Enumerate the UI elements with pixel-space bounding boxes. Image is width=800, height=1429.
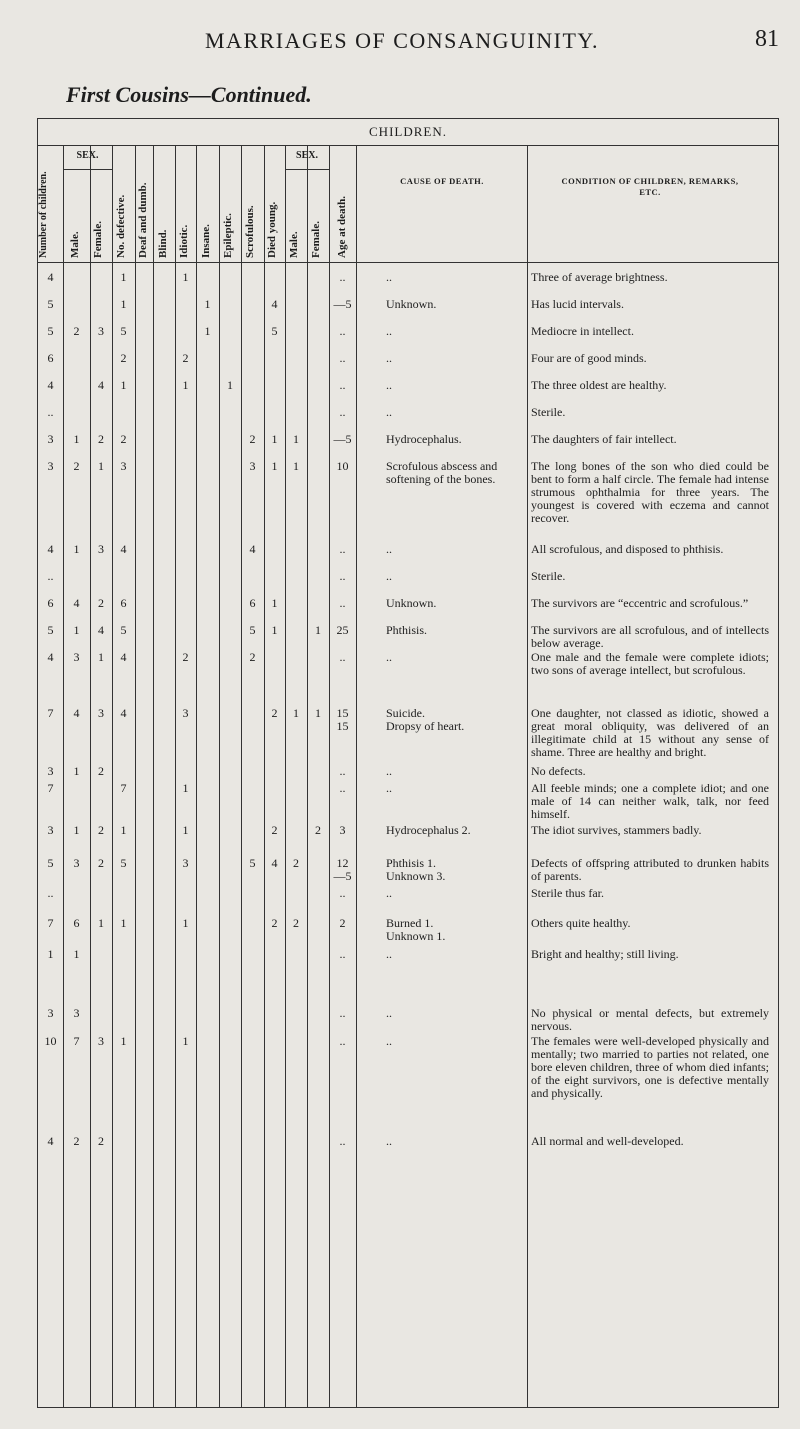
condition-remark: Three of average brightness. — [531, 270, 668, 284]
cell-scrofulous: 2 — [249, 432, 256, 446]
page-header — [0, 22, 800, 62]
cell-defective: 5 — [120, 623, 127, 637]
cell-age: .. — [339, 886, 346, 900]
cell-defective: 4 — [120, 542, 127, 556]
cell-scrofulous: 5 — [249, 623, 256, 637]
cell-female: 1 — [98, 650, 104, 664]
col-cause-of-death: CAUSE OF DEATH. — [400, 176, 484, 186]
cause-of-death: Unknown. — [386, 596, 437, 610]
cause-of-death: .. — [386, 351, 392, 365]
cell-defective: 1 — [120, 378, 127, 392]
cell-dmale: 1 — [293, 459, 299, 473]
column-divider — [135, 146, 136, 1408]
cell-age: .. — [339, 947, 346, 961]
cell-defective: 1 — [120, 297, 127, 311]
column-divider — [527, 146, 528, 1408]
cell-number: 4 — [47, 650, 54, 664]
condition-remark: One daughter, not classed as idiotic, showed a great moral obliquity, was delivered of an illegitimate child at 15 without any sense of shame. Three are healthy and bright. — [531, 706, 769, 759]
cell-number: 3 — [47, 432, 54, 446]
cell-male: 7 — [73, 1034, 80, 1048]
cell-male: 4 — [73, 596, 80, 610]
col-age-at-death: Age at death. — [336, 195, 348, 258]
cell-age: 10 — [336, 459, 349, 473]
cell-age: .. — [339, 351, 346, 365]
cause-of-death: .. — [386, 1134, 392, 1148]
col-sex: SEX. — [76, 150, 99, 161]
cell-female: 2 — [98, 856, 104, 870]
col-blind: Blind. — [157, 229, 169, 258]
cell-age: .. — [339, 596, 346, 610]
cell-died: 4 — [271, 856, 278, 870]
cell-age: .. — [339, 270, 346, 284]
cause-of-death: .. — [386, 764, 392, 778]
cell-idiotic: 3 — [182, 856, 189, 870]
cell-female: 3 — [98, 324, 104, 338]
condition-remark: All normal and well-developed. — [531, 1134, 684, 1148]
cell-number: .. — [47, 405, 54, 419]
cell-female: 3 — [98, 706, 104, 720]
col-male-died: Male. — [288, 231, 300, 258]
cell-female: 2 — [98, 432, 104, 446]
cause-of-death: .. — [386, 542, 392, 556]
cause-of-death: .. — [386, 569, 392, 583]
cause-of-death: Hydrocephalus 2. — [386, 823, 471, 837]
cell-died: 5 — [271, 324, 278, 338]
cell-female: 3 — [98, 1034, 104, 1048]
cell-number: .. — [47, 886, 54, 900]
cell-number: 4 — [47, 542, 54, 556]
cell-age: .. — [339, 324, 346, 338]
condition-remark: Has lucid intervals. — [531, 297, 624, 311]
cell-number: 5 — [47, 856, 54, 870]
cell-age: 12 —5 — [333, 856, 352, 883]
cause-of-death: Hydrocephalus. — [386, 432, 462, 446]
data-table — [37, 118, 779, 1408]
cell-number: 4 — [47, 270, 54, 284]
table-title: First Cousins—Continued. — [66, 82, 312, 107]
cell-age: .. — [339, 1134, 346, 1148]
cell-male: 2 — [73, 324, 80, 338]
header-rule — [37, 262, 779, 263]
cell-number: 7 — [47, 706, 54, 720]
cell-scrofulous: 6 — [249, 596, 256, 610]
cell-age: 25 — [336, 623, 349, 637]
cause-of-death: .. — [386, 886, 392, 900]
column-divider — [285, 146, 286, 1408]
col-male: Male. — [69, 231, 81, 258]
cell-female: 2 — [98, 764, 104, 778]
cell-male: 2 — [73, 459, 80, 473]
condition-remark: All scrofulous, and disposed to phthisis. — [531, 542, 724, 556]
cause-of-death: .. — [386, 650, 392, 664]
condition-remark: Sterile. — [531, 405, 566, 419]
cell-dmale: 1 — [293, 432, 299, 446]
cell-idiotic: 2 — [182, 650, 189, 664]
cell-number: .. — [47, 569, 54, 583]
col-sex-died: SEX. — [296, 150, 318, 161]
col-died-young: Died young. — [266, 201, 278, 258]
cell-idiotic: 2 — [182, 351, 189, 365]
cell-defective: 4 — [120, 706, 127, 720]
cell-age: .. — [339, 405, 346, 419]
cell-number: 5 — [47, 297, 54, 311]
cell-number: 7 — [47, 781, 54, 795]
cause-of-death: .. — [386, 324, 392, 338]
cell-number: 5 — [47, 623, 54, 637]
cell-female: 4 — [98, 378, 104, 392]
cell-number: 3 — [47, 459, 54, 473]
cell-male: 3 — [73, 1006, 80, 1020]
cell-died: 2 — [271, 916, 278, 930]
cell-dfemale: 2 — [315, 823, 321, 837]
cell-idiotic: 3 — [182, 706, 189, 720]
cell-male: 1 — [73, 542, 80, 556]
cause-of-death: .. — [386, 378, 392, 392]
condition-remark: Others quite healthy. — [531, 916, 631, 930]
cell-idiotic: 1 — [182, 781, 189, 795]
cause-of-death: .. — [386, 1034, 392, 1048]
cell-scrofulous: 2 — [249, 650, 256, 664]
condition-remark: The idiot survives, stammers badly. — [531, 823, 702, 837]
condition-remark: Sterile. — [531, 569, 566, 583]
column-divider — [307, 146, 308, 1408]
cell-dmale: 2 — [293, 856, 299, 870]
cell-defective: 5 — [120, 856, 127, 870]
cause-of-death: Burned 1. Unknown 1. — [386, 916, 446, 943]
condition-remark: The daughters of fair intellect. — [531, 432, 677, 446]
cell-epileptic: 1 — [227, 378, 233, 392]
condition-remark: All feeble minds; one a complete idiot; and one male of 14 can neither walk, talk, nor feed himself. — [531, 781, 769, 821]
cell-insane: 1 — [204, 297, 211, 311]
sex-rule — [63, 169, 112, 170]
cell-male: 1 — [73, 623, 80, 637]
cell-defective: 1 — [120, 823, 127, 837]
cell-age: —5 — [333, 297, 352, 311]
sex-rule — [285, 169, 329, 170]
cell-defective: 2 — [120, 432, 127, 446]
cell-defective: 1 — [120, 916, 127, 930]
cause-of-death: Phthisis 1. Unknown 3. — [386, 856, 446, 883]
cell-died: 2 — [271, 823, 278, 837]
cause-of-death: Scrofulous abscess and softening of the bones. — [386, 459, 498, 486]
cell-male: 1 — [73, 764, 80, 778]
cell-scrofulous: 5 — [249, 856, 256, 870]
condition-remark: The three oldest are healthy. — [531, 378, 667, 392]
cell-defective: 7 — [120, 781, 127, 795]
cell-male: 4 — [73, 706, 80, 720]
page-number: 81 — [755, 26, 779, 52]
cell-age: .. — [339, 650, 346, 664]
cell-male: 2 — [73, 1134, 80, 1148]
cell-number: 4 — [47, 1134, 54, 1148]
cell-died: 1 — [271, 596, 278, 610]
cell-female: 2 — [98, 596, 104, 610]
cell-age: .. — [339, 1006, 346, 1020]
col-deaf-dumb: Deaf and dumb. — [137, 182, 149, 258]
cell-age: .. — [339, 781, 346, 795]
cell-defective: 1 — [120, 270, 127, 284]
cell-number: 7 — [47, 916, 54, 930]
cell-female: 1 — [98, 459, 104, 473]
cell-defective: 1 — [120, 1034, 127, 1048]
cell-number: 3 — [47, 1006, 54, 1020]
cell-idiotic: 1 — [182, 823, 189, 837]
condition-remark: Four are of good minds. — [531, 351, 647, 365]
col-scrofulous: Scrofulous. — [244, 205, 256, 258]
condition-remark: Defects of offspring attributed to drunken habits of parents. — [531, 856, 769, 883]
col-defective: No. defective. — [115, 194, 127, 258]
cell-idiotic: 1 — [182, 916, 189, 930]
cause-of-death: Suicide. Dropsy of heart. — [386, 706, 465, 733]
condition-remark: Sterile thus far. — [531, 886, 604, 900]
cell-male: 3 — [73, 856, 80, 870]
cell-died: 4 — [271, 297, 278, 311]
children-heading: CHILDREN. — [37, 118, 779, 146]
col-insane: Insane. — [200, 224, 212, 258]
cell-age: 15 15 — [336, 706, 349, 733]
column-divider — [241, 146, 242, 1408]
cell-number: 5 — [47, 324, 54, 338]
cell-defective: 2 — [120, 351, 127, 365]
cell-age: 3 — [339, 823, 346, 837]
cell-age: .. — [339, 569, 346, 583]
cell-died: 1 — [271, 459, 278, 473]
col-condition-remarks: CONDITION OF CHILDREN, REMARKS, ETC. — [561, 176, 739, 197]
cell-scrofulous: 4 — [249, 542, 256, 556]
cell-age: .. — [339, 764, 346, 778]
cell-defective: 6 — [120, 596, 127, 610]
condition-remark: The survivors are all scrofulous, and of intellects below average. — [531, 623, 769, 650]
col-female-died: Female. — [310, 221, 322, 258]
condition-remark: No defects. — [531, 764, 586, 778]
cell-idiotic: 1 — [182, 1034, 189, 1048]
running-head: MARRIAGES OF CONSANGUINITY. — [205, 28, 599, 53]
cell-male: 1 — [73, 432, 80, 446]
cell-dfemale: 1 — [315, 623, 321, 637]
cause-of-death: .. — [386, 947, 392, 961]
col-epileptic: Epileptic. — [222, 213, 234, 258]
condition-remark: The survivors are “eccentric and scrofulous.” — [531, 596, 749, 610]
cell-number: 1 — [47, 947, 54, 961]
cell-female: 4 — [98, 623, 104, 637]
cell-female: 1 — [98, 916, 104, 930]
cell-number: 3 — [47, 823, 54, 837]
cell-age: 2 — [339, 916, 346, 930]
condition-remark: The females were well-developed physically and mentally; two married to parties not related, one bore eleven children, three of whom died infants; of the eight survivors, one is defective mentally and physically. — [531, 1034, 769, 1100]
cell-male: 6 — [73, 916, 80, 930]
condition-remark: Bright and healthy; still living. — [531, 947, 679, 961]
cell-male: 1 — [73, 947, 80, 961]
cell-number: 3 — [47, 764, 54, 778]
cell-male: 1 — [73, 823, 80, 837]
col-idiotic: Idiotic. — [178, 224, 190, 258]
column-divider — [175, 146, 176, 1408]
cell-defective: 4 — [120, 650, 127, 664]
cell-age: .. — [339, 378, 346, 392]
cell-defective: 5 — [120, 324, 127, 338]
cell-female: 2 — [98, 823, 104, 837]
column-divider — [219, 146, 220, 1408]
cell-number: 4 — [47, 378, 54, 392]
condition-remark: Mediocre in intellect. — [531, 324, 634, 338]
cell-number: 6 — [47, 351, 54, 365]
cell-age: .. — [339, 542, 346, 556]
cell-insane: 1 — [204, 324, 211, 338]
cell-age: —5 — [333, 432, 352, 446]
cell-died: 2 — [271, 706, 278, 720]
cause-of-death: Phthisis. — [386, 623, 428, 637]
col-number: Number of children. — [38, 171, 49, 258]
cell-dfemale: 1 — [315, 706, 321, 720]
cell-age: .. — [339, 1034, 346, 1048]
cell-idiotic: 1 — [182, 270, 189, 284]
cause-of-death: .. — [386, 781, 392, 795]
cell-female: 2 — [98, 1134, 104, 1148]
cell-scrofulous: 3 — [249, 459, 256, 473]
cell-died: 1 — [271, 623, 278, 637]
cell-died: 1 — [271, 432, 278, 446]
column-divider — [153, 146, 154, 1408]
cell-female: 3 — [98, 542, 104, 556]
cell-male: 3 — [73, 650, 80, 664]
cell-idiotic: 1 — [182, 378, 189, 392]
cell-number: 10 — [44, 1034, 57, 1048]
cause-of-death: .. — [386, 1006, 392, 1020]
column-divider — [356, 146, 357, 1408]
cause-of-death: .. — [386, 270, 392, 284]
cause-of-death: Unknown. — [386, 297, 437, 311]
cell-defective: 3 — [120, 459, 127, 473]
cell-dmale: 1 — [293, 706, 299, 720]
condition-remark: One male and the female were complete idiots; two sons of average intellect, but scrofulous. — [531, 650, 769, 677]
cell-number: 6 — [47, 596, 54, 610]
condition-remark: The long bones of the son who died could be bent to form a half circle. The female had intense strumous ophthalmia for three years. The youngest is covered with eczema and cannot recover. — [531, 459, 769, 525]
cell-dmale: 2 — [293, 916, 299, 930]
cause-of-death: .. — [386, 405, 392, 419]
col-female: Female. — [92, 221, 104, 258]
condition-remark: No physical or mental defects, but extremely nervous. — [531, 1006, 769, 1033]
